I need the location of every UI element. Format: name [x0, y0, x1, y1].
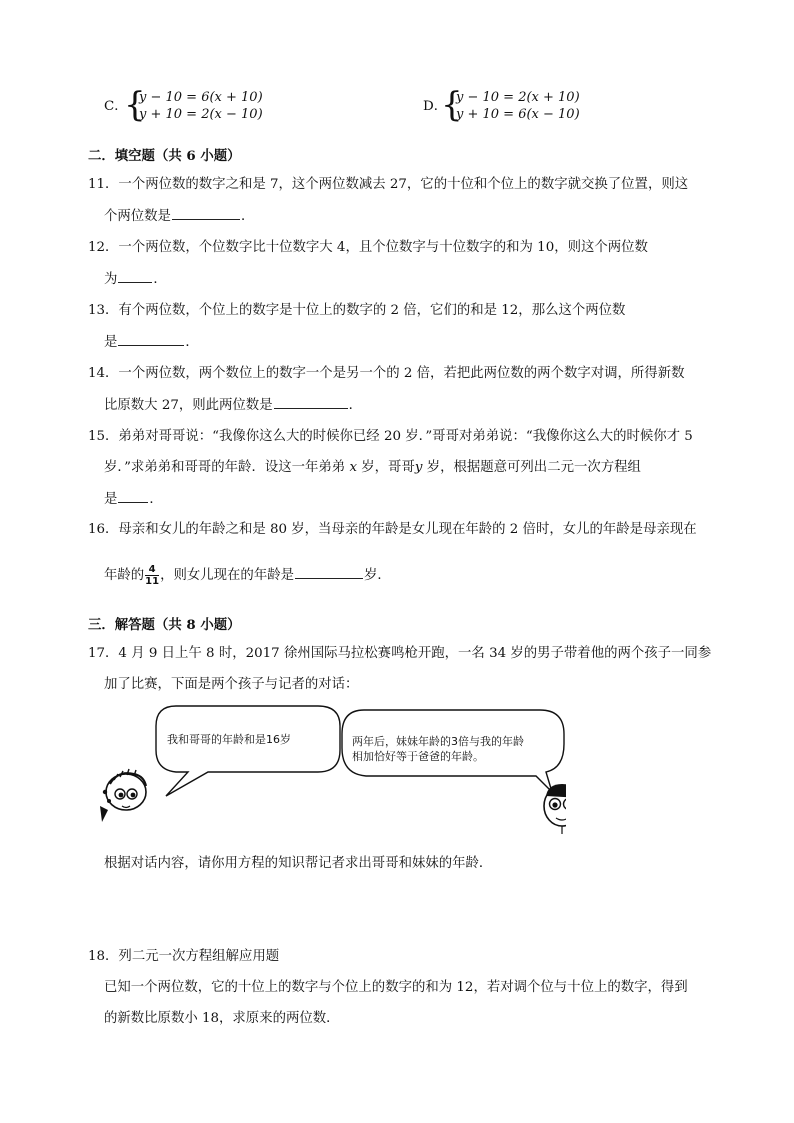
q17-line1: 17．4 月 9 日上午 8 时，2017 徐州国际马拉松赛鸣枪开跑，一名 34 岁的男子带着他的两个孩子一同参: [88, 646, 712, 661]
q15-end: ．: [149, 492, 163, 507]
q15-text-a: 岁．”求弟弟和哥哥的年龄．设这一年弟弟: [104, 460, 346, 475]
q16-line1: 16．母亲和女儿的年龄之和是 80 岁，当母亲的年龄是女儿现在年龄的 2 倍时，女儿的年龄是母亲现在: [88, 522, 697, 537]
q18-line3: 的新数比原数小 18，求原来的两位数．: [104, 1011, 340, 1026]
q13-line1: 13．有个两位数，个位上的数字是十位上的数字的 2 倍，它们的和是 12，那么这个两位数: [88, 303, 626, 318]
q16-frac-num: 4: [145, 564, 159, 576]
option-c-eq2: y + 10 = 2(x − 10): [139, 107, 263, 122]
q13-answer-blank[interactable]: [118, 333, 184, 346]
q14-answer-blank[interactable]: [274, 396, 348, 409]
q11-end: ．: [240, 209, 255, 224]
q12-end: ．: [153, 272, 167, 287]
q14-end: ．: [348, 398, 362, 413]
bubble-left-text: 我和哥哥的年龄和是16岁: [167, 733, 291, 746]
q12-line1: 12．一个两位数，个位数字比十位数字大 4，且个位数字与十位数字的和为 10，则这个两位数: [88, 240, 648, 255]
q14-line2: [104, 396, 362, 415]
q17-instruction: 根据对话内容，请你用方程的知识帮记者求出哥哥和妹妹的年龄．: [104, 856, 493, 871]
q11-line1: 11．一个两位数的数字之和是 7，这个两位数减去 27，它的十位和个位上的数字就交换了位置，则这: [88, 177, 689, 192]
bubble-right-text-2: 相加恰好等于爸爸的年龄。: [352, 750, 484, 763]
q16-line2: [104, 564, 391, 587]
q14-text: 比原数大 27，则此两位数是: [104, 398, 273, 413]
q18-line2: 已知一个两位数，它的十位上的数字与个位上的数字的和为 12，若对调个位与十位上的数字，得到: [104, 980, 688, 995]
q15-text-d: 是: [104, 492, 118, 507]
option-c-label: C．: [104, 99, 128, 114]
q16-text-b: ，则女儿现在的年龄是: [160, 568, 294, 583]
q16-frac-den: 11: [145, 576, 160, 587]
left-speech-bubble: [156, 706, 340, 796]
q15-var-y: y: [414, 460, 423, 475]
q16-text-a: 年龄的: [104, 568, 145, 583]
q13-line2: [104, 333, 199, 352]
boy-cartoon: [544, 784, 566, 834]
option-d-brace: {: [441, 85, 463, 125]
dialogue-illustration: [96, 700, 566, 840]
option-d-eq1: y − 10 = 2(x + 10): [456, 90, 580, 105]
section-2-title: 二．填空题（共 6 小题）: [88, 148, 241, 164]
q15-var-x: x: [349, 460, 358, 475]
q12-answer-blank[interactable]: [118, 270, 152, 283]
q12-text: 为: [104, 272, 118, 287]
q18-line1: 18．列二元一次方程组解应用题: [88, 949, 280, 964]
girl-cartoon: [100, 769, 146, 822]
section-3-title: 三．解答题（共 8 小题）: [88, 617, 241, 633]
option-d-label: D．: [423, 99, 448, 114]
q14-line1: 14．一个两位数，两个数位上的数字一个是另一个的 2 倍，若把此两位数的两个数字对调，所得新数: [88, 366, 685, 381]
bubble-right-text-1: 两年后，妹妹年龄的3倍与我的年龄: [352, 735, 524, 748]
q13-end: ．: [185, 335, 199, 350]
q16-answer-blank[interactable]: [295, 566, 363, 579]
q12-line2: [104, 270, 167, 289]
q15-line2: [104, 459, 641, 477]
q11-line2: [104, 207, 254, 226]
option-d-eq2: y + 10 = 6(x − 10): [456, 107, 580, 122]
q13-text: 是: [104, 335, 118, 350]
q16-fraction: [145, 564, 159, 587]
q16-text-c: 岁．: [364, 568, 391, 583]
q17-line2: 加了比赛，下面是两个孩子与记者的对话：: [104, 677, 359, 692]
q15-line1: 15．弟弟对哥哥说：“我像你这么大的时候你已经 20 岁．”哥哥对弟弟说：“我像你这么大的时候你才 5: [88, 429, 693, 444]
q11-answer-blank[interactable]: [172, 207, 240, 220]
q15-line3: [104, 490, 163, 509]
q15-text-c: 岁，根据题意可列出二元一次方程组: [426, 460, 641, 475]
q15-text-b: 岁，哥哥: [361, 460, 415, 475]
q11-text: 个两位数是: [104, 209, 171, 224]
option-c-brace: {: [124, 85, 146, 125]
q15-answer-blank[interactable]: [118, 490, 148, 503]
option-c-eq1: y − 10 = 6(x + 10): [139, 90, 263, 105]
